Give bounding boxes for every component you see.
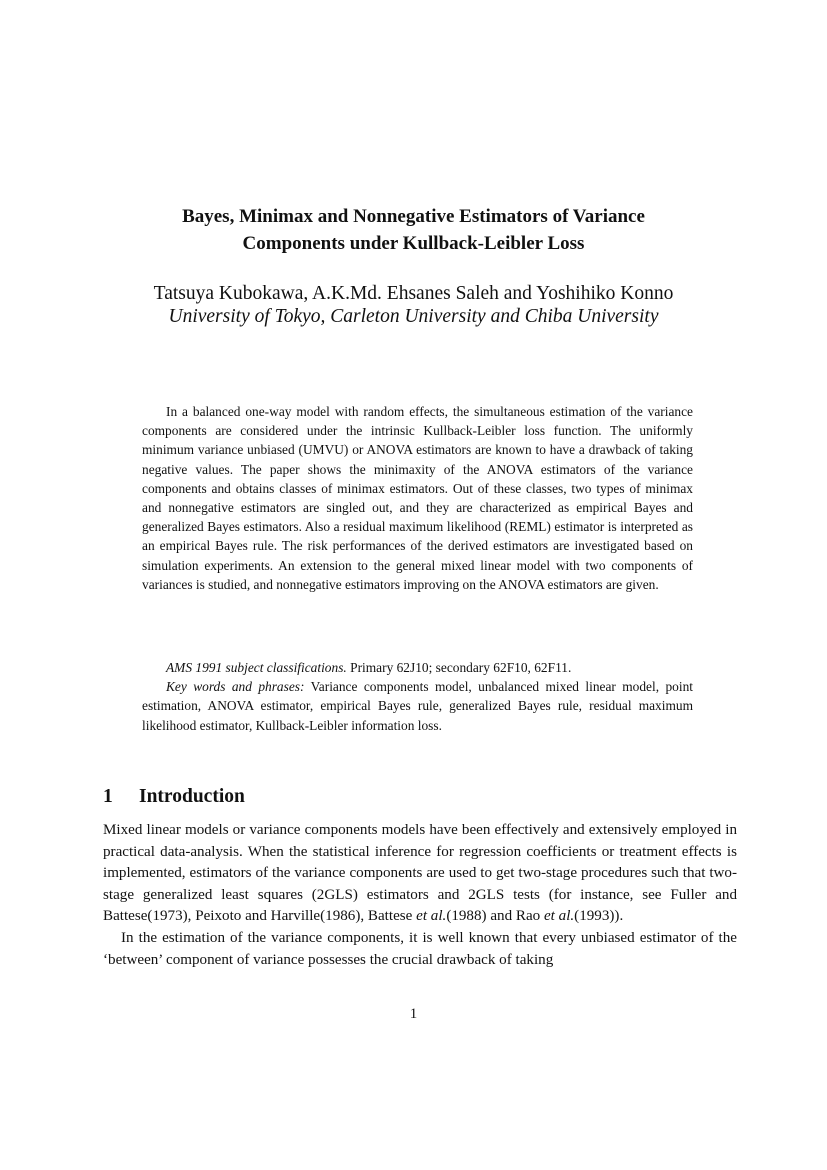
section-number: 1 (103, 786, 113, 807)
para1-text-c: (1993)). (574, 908, 624, 925)
author-list: Tatsuya Kubokawa, A.K.Md. Ehsanes Saleh and Yoshihiko Konno (153, 283, 674, 304)
paragraph-2: In the estimation of the variance components, it is well known that every unbiased estimator of the ‘between’ component of variance possesses the crucial drawback of taking (103, 929, 737, 968)
keywords (142, 677, 693, 735)
body-text (103, 820, 737, 971)
keywords-label: Key words and phrases: (166, 679, 305, 695)
title-line-1: Bayes, Minimax and Nonnegative Estimators of Variance (182, 206, 645, 227)
paragraph-1 (103, 820, 737, 928)
para1-text-b: (1988) and Rao (446, 908, 544, 925)
keywords-text: Variance components model, unbalanced mixed linear model, point estimation, ANOVA estimator, empirical Bayes rule, generalized Bayes rule, residual maximum likelihood estimator, Kullback-Leibler information loss. (142, 679, 693, 733)
ams-text: Primary 62J10; secondary 62F10, 62F11. (350, 660, 572, 675)
page-number: 1 (409, 1006, 418, 1022)
title-line-2: Components under Kullback-Leibler Loss (242, 233, 585, 254)
ams-label: AMS 1991 subject classifications. (166, 660, 347, 675)
section-title: Introduction (139, 786, 245, 807)
para1-text-a: Mixed linear models or variance components models have been effectively and extensively employed in practical data-analysis. When the statistical inference for regression coefficients or treatment effects is implemented, estimators of the variance components are used to get two-stage procedures such that two-stage generalized least squares (2GLS) estimators and 2GLS tests (for instance, see Fuller and Battese(1973), Peixoto and Harville(1986), Battese (103, 822, 737, 925)
section-heading (103, 786, 245, 808)
ams-classification (142, 658, 693, 677)
para1-etal-2: et al. (543, 908, 575, 925)
para1-etal-1: et al. (416, 908, 447, 925)
classification-block (142, 658, 693, 735)
paper-title (100, 203, 727, 257)
affiliation-list: University of Tokyo, Carleton University and Chiba University (168, 306, 659, 327)
abstract: In a balanced one-way model with random effects, the simultaneous estimation of the variance components are considered under the intrinsic Kullback-Leibler loss function. The uniformly minimum variance unbiased (UMVU) or ANOVA estimators are known to have a drawback of taking negative values. The paper shows the minimaxity of the ANOVA estimators of the variance components and obtains classes of minimax estimators. Out of these classes, two types of minimax and nonnegative estimators are singled out, and they are characterized as empirical Bayes and generalized Bayes estimators. Also a residual maximum likelihood (REML) estimator is interpreted as an empirical Bayes rule. The risk performances of the derived estimators are investigated based on simulation experiments. An extension to the general mixed linear model with two components of variances is studied, and nonnegative estimators improving on the ANOVA estimators are given. (142, 404, 693, 592)
